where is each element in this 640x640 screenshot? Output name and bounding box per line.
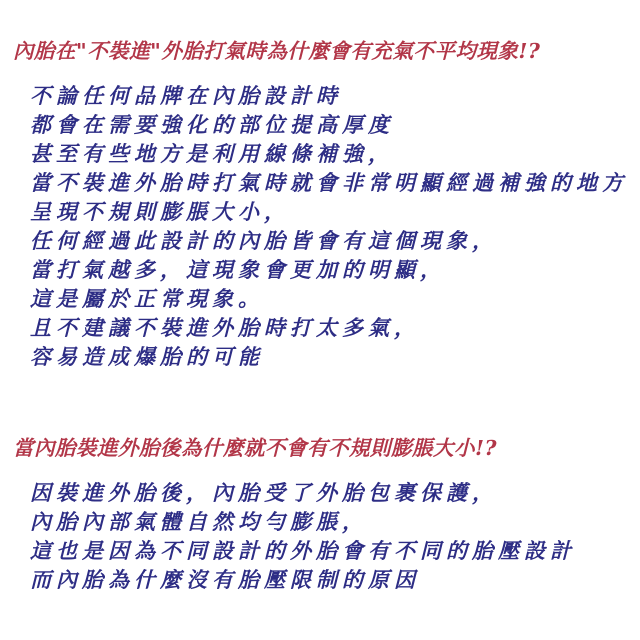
section-inflation-unevenness [0,34,640,371]
body-text-line: 這是屬於正常現象。 [30,286,264,311]
body-text-line: 容易造成爆胎的可能 [30,344,264,369]
body-text-line: 當不裝進外胎時打氣時就會非常明顯經過補強的地方 [30,170,628,195]
body-text-line: 內胎內部氣體自然均勻膨脹， [30,509,368,534]
body-text-line: 不論任何品牌在內胎設計時 [30,83,342,108]
body-text-line: 而內胎為什麼沒有胎壓限制的原因 [30,567,420,592]
body-text-line: 且不建議不裝進外胎時打太多氣， [30,315,420,340]
section-installed-expansion [0,431,640,594]
body-text-line: 這也是因為不同設計的外胎會有不同的胎壓設計 [30,538,576,563]
body-text-line: 呈現不規則膨脹大小， [30,199,290,224]
body-text-line: 任何經過此設計的內胎皆會有這個現象， [30,228,498,253]
body-text-line: 當打氣越多，這現象會更加的明顯， [30,257,446,282]
body-text-line: 甚至有些地方是利用線條補強， [30,141,394,166]
section-heading: 內胎在"不裝進"外胎打氣時為什麼會有充氣不平均現象!? [13,39,541,63]
body-text-line: 都會在需要強化的部位提高厚度 [30,112,394,137]
body-text-line: 因裝進外胎後，內胎受了外胎包裹保護， [30,480,498,505]
section-heading: 當內胎裝進外胎後為什麼就不會有不規則膨脹大小!? [13,436,498,460]
